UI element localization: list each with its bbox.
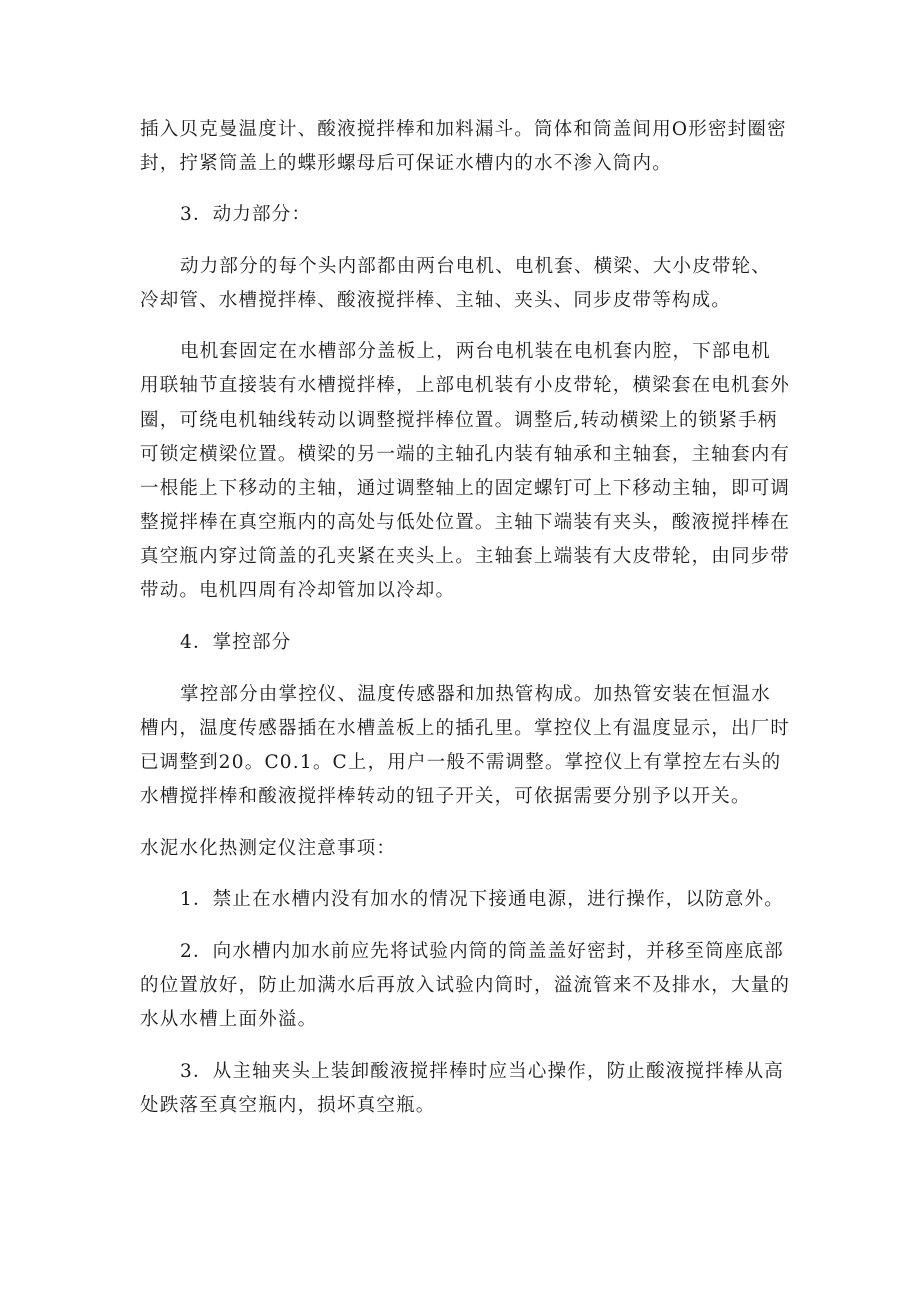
text-line: 3．从主轴夹头上装卸酸液搅拌棒时应当心操作，防止酸液搅拌棒从高: [180, 1061, 784, 1082]
text-line: 水从水槽上面外溢。: [140, 1009, 318, 1030]
text-line: 掌控部分由掌控仪、温度传感器和加热管构成。加热管安装在恒温水: [180, 684, 772, 705]
text-line: 动力部分的每个头内部都由两台电机、电机套、横梁、大小皮带轮、: [180, 256, 772, 277]
text-line: 可锁定横梁位置。横梁的另一端的主轴孔内装有轴承和主轴套，主轴套内有: [140, 444, 791, 465]
text-line: 冷却管、水槽搅拌棒、酸液搅拌棒、主轴、夹头、同步皮带等构成。: [140, 290, 732, 311]
text-line: 1．禁止在水槽内没有加水的情况下接通电源，进行操作，以防意外。: [180, 889, 784, 910]
text-line: 2．向水槽内加水前应先将试验内筒的筒盖盖好密封，并移至筒座底部: [180, 941, 784, 962]
text-line: 带动。电机四周有冷却管加以冷却。: [140, 580, 456, 601]
text-line: 的位置放好，防止加满水后再放入试验内筒时，溢流管来不及排水，大量的: [140, 975, 791, 996]
text-line: 圈，可绕电机轴线转动以调整搅拌棒位置。调整后,转动横梁上的锁紧手柄: [140, 410, 778, 431]
text-line: 真空瓶内穿过筒盖的孔夹紧在夹头上。主轴套上端装有大皮带轮，由同步带: [140, 546, 791, 567]
text-line: 槽内，温度传感器插在水槽盖板上的插孔里。掌控仪上有温度显示，出厂时: [140, 718, 791, 739]
text-line: 用联轴节直接装有水槽搅拌棒，上部电机装有小皮带轮，横梁套在电机套外: [140, 375, 791, 396]
text-line: 已调整到20。C0.1。C上，用户一般不需调整。掌控仪上有掌控左右头的: [140, 752, 782, 773]
section-heading: 3．动力部分：: [180, 204, 312, 225]
text-line: 电机套固定在水槽部分盖板上，两台电机装在电机套内腔，下部电机: [180, 341, 772, 362]
text-line: 处跌落至真空瓶内，损坏真空瓶。: [140, 1095, 436, 1116]
section-heading: 水泥水化热测定仪注意事项：: [140, 838, 397, 859]
text-line: 水槽搅拌棒和酸液搅拌棒转动的钮子开关，可依据需要分别予以开关。: [140, 786, 751, 807]
section-heading: 4．掌控部分: [180, 632, 292, 653]
text-line: 封，拧紧筒盖上的蝶形螺母后可保证水槽内的水不渗入筒内。: [140, 153, 672, 174]
text-line: 整搅拌棒在真空瓶内的高处与低处位置。主轴下端装有夹头，酸液搅拌棒在: [140, 512, 791, 533]
text-line: 插入贝克曼温度计、酸液搅拌棒和加料漏斗。筒体和筒盖间用O形密封圈密: [140, 119, 787, 140]
text-line: 一根能上下移动的主轴，通过调整轴上的固定螺钉可上下移动主轴，即可调: [140, 478, 791, 499]
